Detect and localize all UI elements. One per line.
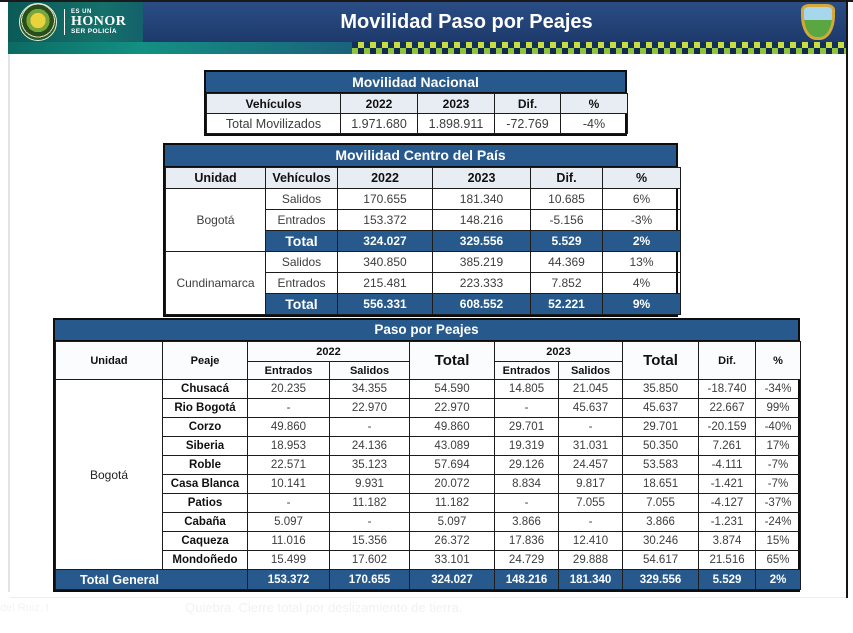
peajes-row [56, 551, 801, 570]
value-cell: 181.340 [433, 189, 531, 210]
ghost-text-center: Quiebra. Cierre total por deslizamiento de tierra. [185, 600, 463, 615]
value-cell: - [330, 418, 410, 437]
value-cell: 45.637 [623, 399, 699, 418]
value-cell: 35.123 [330, 456, 410, 475]
value-cell: 35.850 [623, 380, 699, 399]
total-value-cell: 181.340 [559, 570, 623, 590]
table-movilidad-nacional [204, 70, 627, 136]
value-cell: 20.235 [248, 380, 330, 399]
column-header: Total [410, 342, 495, 380]
total-value-cell: 2% [756, 570, 801, 590]
header-title-zone [143, 2, 790, 42]
value-cell: 18.953 [248, 437, 330, 456]
value-cell: - [495, 494, 559, 513]
value-cell: 1.971.680 [341, 114, 418, 134]
column-header: Dif. [531, 168, 603, 189]
page-title: Movilidad Paso por Peajes [340, 10, 593, 33]
row-label-cell: Total Movilizados [207, 114, 341, 134]
value-cell: 11.182 [330, 494, 410, 513]
peajes-unidad-cell: Bogotá [56, 380, 163, 570]
value-cell: 11.016 [248, 532, 330, 551]
police-motto [71, 9, 126, 36]
peaje-name-cell: Casa Blanca [163, 475, 248, 494]
peajes-row [56, 437, 801, 456]
value-cell: 223.333 [433, 273, 531, 294]
peajes-row [56, 456, 801, 475]
total-value-cell: 9% [603, 294, 681, 315]
total-value-cell: 329.556 [433, 231, 531, 252]
motto-line-2: HONOR [71, 13, 127, 29]
total-value-cell: 608.552 [433, 294, 531, 315]
peaje-name-cell: Corzo [163, 418, 248, 437]
value-cell: 21.045 [559, 380, 623, 399]
column-subheader: Entrados [248, 362, 330, 380]
total-value-cell: 324.027 [338, 231, 433, 252]
peaje-name-cell: Roble [163, 456, 248, 475]
unit-crest-icon [801, 4, 835, 40]
table-paso-por-peajes [53, 318, 800, 592]
value-cell: 9.817 [559, 475, 623, 494]
peaje-name-cell: Rio Bogotá [163, 399, 248, 418]
total-value-cell: 556.331 [338, 294, 433, 315]
value-cell: 19.319 [495, 437, 559, 456]
table-title: Movilidad Centro del País [165, 145, 676, 167]
table-row [166, 189, 681, 210]
value-cell: -7% [756, 475, 801, 494]
value-cell: 3.866 [495, 513, 559, 532]
peajes-row [56, 399, 801, 418]
value-cell: -1.421 [699, 475, 756, 494]
value-cell: 17.602 [330, 551, 410, 570]
value-cell: 43.089 [410, 437, 495, 456]
header-banner [8, 2, 846, 42]
value-cell: 26.372 [410, 532, 495, 551]
table-row [207, 114, 628, 134]
value-cell: 9.931 [330, 475, 410, 494]
peajes-row [56, 475, 801, 494]
peaje-name-cell: Patios [163, 494, 248, 513]
motto-line-1: ES UN [71, 8, 92, 15]
value-cell: 4% [603, 273, 681, 294]
value-cell: 53.583 [623, 456, 699, 475]
value-cell: 10.141 [248, 475, 330, 494]
value-cell: 3.874 [699, 532, 756, 551]
value-cell: 22.970 [330, 399, 410, 418]
value-cell: 54.590 [410, 380, 495, 399]
value-cell: -24% [756, 513, 801, 532]
value-cell: 7.261 [699, 437, 756, 456]
value-cell: 24.457 [559, 456, 623, 475]
value-cell: 8.834 [495, 475, 559, 494]
value-cell: 17% [756, 437, 801, 456]
value-cell: 7.852 [531, 273, 603, 294]
slide-bottom-border [10, 597, 846, 598]
column-subheader: Entrados [495, 362, 559, 380]
unidad-cell: Bogotá [166, 189, 266, 252]
checker-pattern [352, 42, 846, 54]
total-value-cell: 5.529 [531, 231, 603, 252]
value-cell: 22.571 [248, 456, 330, 475]
value-cell: 11.182 [410, 494, 495, 513]
column-header: 2022 [338, 168, 433, 189]
peajes-row [56, 418, 801, 437]
value-cell: 45.637 [559, 399, 623, 418]
value-cell: 12.410 [559, 532, 623, 551]
value-cell: -4.111 [699, 456, 756, 475]
column-header: % [756, 342, 801, 380]
peaje-name-cell: Siberia [163, 437, 248, 456]
value-cell: - [248, 494, 330, 513]
value-cell: -72.769 [495, 114, 561, 134]
column-header-year: 2022 [248, 342, 410, 362]
value-cell: 7.055 [559, 494, 623, 513]
crest-zone [790, 2, 846, 42]
slide-right-border [846, 0, 848, 598]
peaje-name-cell: Chusacá [163, 380, 248, 399]
total-value-cell: 148.216 [495, 570, 559, 590]
table-row [166, 252, 681, 273]
value-cell: -3% [603, 210, 681, 231]
value-cell: 44.369 [531, 252, 603, 273]
value-cell: 3.866 [623, 513, 699, 532]
value-cell: 6% [603, 189, 681, 210]
value-cell: 15.499 [248, 551, 330, 570]
checker-strip [8, 42, 846, 54]
value-cell: -37% [756, 494, 801, 513]
value-cell: 148.216 [433, 210, 531, 231]
value-cell: 22.970 [410, 399, 495, 418]
value-cell: 7.055 [623, 494, 699, 513]
table-title: Paso por Peajes [55, 320, 798, 341]
peaje-name-cell: Caqueza [163, 532, 248, 551]
value-cell: - [559, 513, 623, 532]
total-value-cell: 52.221 [531, 294, 603, 315]
value-cell: 14.805 [495, 380, 559, 399]
column-subheader: Salidos [330, 362, 410, 380]
value-cell: -40% [756, 418, 801, 437]
value-cell: 10.685 [531, 189, 603, 210]
slide-left-border [8, 54, 10, 592]
column-header-year: 2023 [495, 342, 623, 362]
value-cell: 340.850 [338, 252, 433, 273]
police-brand-block [8, 2, 143, 42]
table-title: Movilidad Nacional [206, 72, 625, 93]
column-header: Dif. [495, 94, 561, 114]
peajes-row [56, 380, 801, 399]
police-badge-icon [19, 3, 57, 41]
value-cell: 29.701 [623, 418, 699, 437]
motto-line-3: SER POLICÍA [71, 27, 117, 35]
value-cell: 30.246 [623, 532, 699, 551]
total-value-cell: 153.372 [248, 570, 330, 590]
value-cell: 18.651 [623, 475, 699, 494]
peaje-name-cell: Mondoñedo [163, 551, 248, 570]
value-cell: - [495, 399, 559, 418]
value-cell: - [330, 513, 410, 532]
column-header: Total [623, 342, 699, 380]
table-header-row [166, 168, 681, 189]
flow-label-cell: Entrados [266, 273, 338, 294]
value-cell: 29.888 [559, 551, 623, 570]
peajes-row [56, 532, 801, 551]
value-cell: 13% [603, 252, 681, 273]
value-cell: -34% [756, 380, 801, 399]
column-header: 2023 [433, 168, 531, 189]
value-cell: 15% [756, 532, 801, 551]
value-cell: -7% [756, 456, 801, 475]
value-cell: 29.126 [495, 456, 559, 475]
grand-total-label-cell: Total General [56, 570, 248, 590]
value-cell: 50.350 [623, 437, 699, 456]
flow-label-cell: Salidos [266, 252, 338, 273]
motto-divider [64, 9, 65, 35]
value-cell: 65% [756, 551, 801, 570]
value-cell: 24.729 [495, 551, 559, 570]
value-cell: 31.031 [559, 437, 623, 456]
value-cell: 170.655 [338, 189, 433, 210]
value-cell: 54.617 [623, 551, 699, 570]
value-cell: - [559, 418, 623, 437]
peajes-row [56, 494, 801, 513]
value-cell: 1.898.911 [418, 114, 495, 134]
column-header: Unidad [56, 342, 163, 380]
column-header: Vehículos [207, 94, 341, 114]
column-header: Unidad [166, 168, 266, 189]
value-cell: 22.667 [699, 399, 756, 418]
value-cell: -20.159 [699, 418, 756, 437]
value-cell: - [248, 399, 330, 418]
table-movilidad-centro [163, 143, 678, 317]
value-cell: 15.356 [330, 532, 410, 551]
column-header: Vehículos [266, 168, 338, 189]
value-cell: -5.156 [531, 210, 603, 231]
value-cell: -18.740 [699, 380, 756, 399]
total-value-cell: 5.529 [699, 570, 756, 590]
value-cell: 29.701 [495, 418, 559, 437]
total-value-cell: 170.655 [330, 570, 410, 590]
total-label-cell: Total [266, 294, 338, 315]
value-cell: 17.836 [495, 532, 559, 551]
value-cell: 5.097 [410, 513, 495, 532]
column-header: Dif. [699, 342, 756, 380]
value-cell: 57.694 [410, 456, 495, 475]
column-subheader: Salidos [559, 362, 623, 380]
value-cell: 21.516 [699, 551, 756, 570]
value-cell: 153.372 [338, 210, 433, 231]
column-header: 2023 [418, 94, 495, 114]
total-label-cell: Total [266, 231, 338, 252]
flow-label-cell: Entrados [266, 210, 338, 231]
column-header: Peaje [163, 342, 248, 380]
ghost-text-left: del Ruiz, t [0, 602, 49, 614]
table-header-row [207, 94, 628, 114]
value-cell: 33.101 [410, 551, 495, 570]
flow-label-cell: Salidos [266, 189, 338, 210]
table-header-row [56, 342, 801, 362]
unidad-cell: Cundinamarca [166, 252, 266, 315]
peajes-row [56, 513, 801, 532]
column-header: % [561, 94, 628, 114]
value-cell: 215.481 [338, 273, 433, 294]
value-cell: 5.097 [248, 513, 330, 532]
total-value-cell: 2% [603, 231, 681, 252]
value-cell: 24.136 [330, 437, 410, 456]
value-cell: -4% [561, 114, 628, 134]
value-cell: 385.219 [433, 252, 531, 273]
total-value-cell: 329.556 [623, 570, 699, 590]
grand-total-row [56, 570, 801, 590]
total-value-cell: 324.027 [410, 570, 495, 590]
column-header: 2022 [341, 94, 418, 114]
column-header: % [603, 168, 681, 189]
peaje-name-cell: Cabaña [163, 513, 248, 532]
value-cell: 49.860 [248, 418, 330, 437]
value-cell: 34.355 [330, 380, 410, 399]
value-cell: -1.231 [699, 513, 756, 532]
value-cell: 99% [756, 399, 801, 418]
value-cell: 20.072 [410, 475, 495, 494]
value-cell: -4.127 [699, 494, 756, 513]
value-cell: 49.860 [410, 418, 495, 437]
